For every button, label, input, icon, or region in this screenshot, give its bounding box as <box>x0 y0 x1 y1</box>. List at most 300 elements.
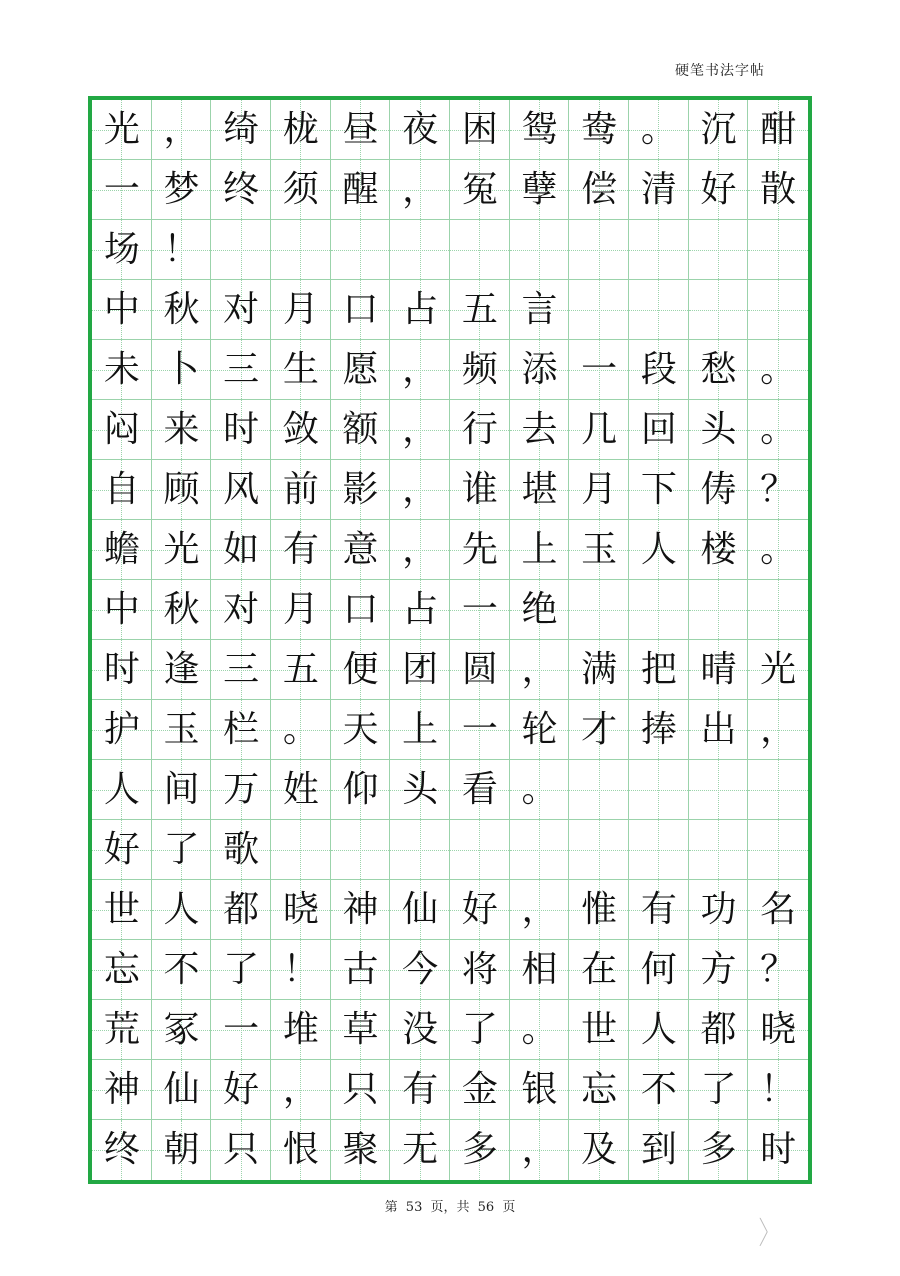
grid-character <box>629 820 689 880</box>
grid-cell <box>271 460 331 520</box>
grid-character: 人 <box>163 889 200 930</box>
grid-cell <box>510 640 570 700</box>
grid-character: 人 <box>103 769 140 810</box>
grid-character: 没 <box>402 1009 439 1050</box>
grid-character: 终 <box>223 169 260 210</box>
grid-cell <box>510 1060 570 1120</box>
grid-cell <box>271 220 331 280</box>
grid-character: 光 <box>760 649 797 690</box>
grid-character: 中 <box>103 289 140 330</box>
grid-cell <box>748 760 808 820</box>
grid-cell <box>569 760 629 820</box>
grid-character <box>569 760 629 820</box>
grid-cell <box>92 400 152 460</box>
grid-cell <box>450 760 510 820</box>
grid-cell <box>748 880 808 940</box>
grid-character: 仙 <box>163 1069 200 1110</box>
grid-cell <box>92 940 152 1000</box>
grid-cell <box>211 1000 271 1060</box>
grid-cell <box>569 400 629 460</box>
grid-character: 出 <box>700 709 737 750</box>
grid-cell <box>331 220 391 280</box>
grid-cell <box>331 640 391 700</box>
grid-character <box>748 820 808 880</box>
grid-character: 。 <box>640 109 677 150</box>
grid-character: 场 <box>103 229 140 270</box>
grid-cell <box>629 340 689 400</box>
grid-character <box>748 580 808 640</box>
footer-mid: 页，共 <box>430 1200 470 1215</box>
grid-cell <box>689 340 749 400</box>
grid-cell <box>450 940 510 1000</box>
grid-character: 仙 <box>402 889 439 930</box>
grid-cell <box>152 100 212 160</box>
grid-cell <box>211 520 271 580</box>
grid-cell <box>569 580 629 640</box>
grid-character <box>390 220 450 280</box>
grid-character: 惟 <box>581 889 618 930</box>
grid-cell <box>450 1000 510 1060</box>
grid-character: 一 <box>103 169 140 210</box>
grid-cell <box>569 820 629 880</box>
grid-cell <box>152 160 212 220</box>
grid-character: 须 <box>282 169 319 210</box>
grid-character: 未 <box>103 349 140 390</box>
grid-character <box>689 580 749 640</box>
grid-character: ， <box>521 649 558 690</box>
grid-character: 到 <box>640 1129 677 1170</box>
grid-row <box>92 160 808 220</box>
grid-row <box>92 1120 808 1180</box>
grid-character <box>748 220 808 280</box>
grid-character: 忘 <box>103 949 140 990</box>
grid-cell <box>271 520 331 580</box>
grid-character <box>629 280 689 340</box>
grid-character: 荒 <box>103 1009 140 1050</box>
grid-character: 卜 <box>163 349 200 390</box>
grid-cell <box>510 820 570 880</box>
grid-cell <box>510 220 570 280</box>
grid-cell <box>390 880 450 940</box>
grid-character: 忘 <box>581 1069 618 1110</box>
grid-cell <box>510 940 570 1000</box>
corner-mark-icon: ╲ ╱ <box>760 1218 768 1246</box>
grid-character: 一 <box>461 589 498 630</box>
grid-character: 段 <box>640 349 677 390</box>
grid-cell <box>390 400 450 460</box>
grid-cell <box>331 700 391 760</box>
grid-character <box>569 220 629 280</box>
grid-character: 去 <box>521 409 558 450</box>
grid-cell <box>152 700 212 760</box>
grid-character: 清 <box>640 169 677 210</box>
grid-character: 满 <box>581 649 618 690</box>
grid-character: 圆 <box>461 649 498 690</box>
grid-character: 生 <box>282 349 319 390</box>
grid-cell <box>331 520 391 580</box>
grid-cell <box>331 400 391 460</box>
grid-cell <box>450 580 510 640</box>
grid-character: ？ <box>760 949 797 990</box>
grid-row <box>92 640 808 700</box>
grid-character: 如 <box>223 529 260 570</box>
grid-cell <box>271 400 331 460</box>
grid-cell <box>211 1060 271 1120</box>
grid-cell <box>92 820 152 880</box>
grid-character: 上 <box>521 529 558 570</box>
grid-row <box>92 880 808 940</box>
grid-cell <box>450 220 510 280</box>
grid-cell <box>271 940 331 1000</box>
grid-row <box>92 820 808 880</box>
grid-cell <box>510 460 570 520</box>
grid-character <box>629 580 689 640</box>
grid-character: 好 <box>700 169 737 210</box>
grid-cell <box>748 820 808 880</box>
grid-cell <box>331 580 391 640</box>
grid-character: 护 <box>103 709 140 750</box>
grid-character: 仰 <box>342 769 379 810</box>
grid-cell <box>390 100 450 160</box>
grid-character: 时 <box>103 649 140 690</box>
grid-character: 影 <box>342 469 379 510</box>
grid-character: 绮 <box>223 109 260 150</box>
grid-character: 楼 <box>700 529 737 570</box>
grid-cell <box>92 520 152 580</box>
grid-cell <box>211 340 271 400</box>
grid-cell <box>450 460 510 520</box>
grid-row <box>92 100 808 160</box>
grid-cell <box>211 700 271 760</box>
grid-cell <box>271 1000 331 1060</box>
grid-character: 时 <box>760 1129 797 1170</box>
grid-cell <box>211 160 271 220</box>
grid-cell <box>211 280 271 340</box>
grid-row <box>92 1060 808 1120</box>
grid-cell <box>689 820 749 880</box>
grid-cell <box>689 280 749 340</box>
grid-cell <box>450 400 510 460</box>
grid-character: 风 <box>223 469 260 510</box>
grid-cell <box>92 160 152 220</box>
grid-character: ， <box>402 169 439 210</box>
grid-cell <box>152 280 212 340</box>
grid-cell <box>510 100 570 160</box>
grid-character: 间 <box>163 769 200 810</box>
grid-character <box>450 220 510 280</box>
grid-character: 额 <box>342 409 379 450</box>
grid-cell <box>271 580 331 640</box>
grid-cell <box>569 280 629 340</box>
grid-character: 。 <box>760 409 797 450</box>
grid-cell <box>569 160 629 220</box>
grid-cell <box>152 880 212 940</box>
grid-character: 玉 <box>163 709 200 750</box>
grid-cell <box>331 940 391 1000</box>
grid-cell <box>390 700 450 760</box>
grid-cell <box>629 1060 689 1120</box>
grid-cell <box>152 1060 212 1120</box>
grid-character: 顾 <box>163 469 200 510</box>
grid-cell <box>629 880 689 940</box>
grid-cell <box>689 100 749 160</box>
grid-character: 先 <box>461 529 498 570</box>
grid-cell <box>629 400 689 460</box>
grid-character: 了 <box>461 1009 498 1050</box>
grid-character: 言 <box>521 289 558 330</box>
grid-character: 轮 <box>521 709 558 750</box>
grid-character <box>211 220 271 280</box>
grid-character: 栏 <box>223 709 260 750</box>
grid-cell <box>152 580 212 640</box>
grid-cell <box>211 760 271 820</box>
grid-character: 不 <box>640 1069 677 1110</box>
grid-character: 酣 <box>760 109 797 150</box>
grid-character: 愿 <box>342 349 379 390</box>
grid-character: 了 <box>223 949 260 990</box>
grid-character: 天 <box>342 709 379 750</box>
grid-cell <box>569 220 629 280</box>
grid-character <box>450 820 510 880</box>
grid-character: 古 <box>342 949 379 990</box>
grid-cell <box>569 1120 629 1180</box>
grid-character: ， <box>163 109 200 150</box>
grid-character: 只 <box>342 1069 379 1110</box>
grid-character: 月 <box>581 469 618 510</box>
grid-cell <box>390 760 450 820</box>
grid-cell <box>271 640 331 700</box>
grid-cell <box>92 1120 152 1180</box>
grid-cell <box>450 280 510 340</box>
grid-cell <box>211 220 271 280</box>
grid-cell <box>510 580 570 640</box>
grid-character: 醒 <box>342 169 379 210</box>
grid-cell <box>211 820 271 880</box>
grid-character: 月 <box>282 289 319 330</box>
grid-cell <box>569 940 629 1000</box>
grid-cell <box>689 160 749 220</box>
grid-character: 多 <box>700 1129 737 1170</box>
grid-cell <box>92 340 152 400</box>
grid-character: 相 <box>521 949 558 990</box>
grid-cell <box>629 580 689 640</box>
grid-cell <box>331 760 391 820</box>
grid-character: 人 <box>640 529 677 570</box>
grid-cell <box>92 280 152 340</box>
grid-character: 几 <box>581 409 618 450</box>
grid-character: 在 <box>581 949 618 990</box>
grid-character <box>689 820 749 880</box>
grid-character: 世 <box>103 889 140 930</box>
grid-character: 人 <box>640 1009 677 1050</box>
grid-cell <box>450 100 510 160</box>
grid-cell <box>92 700 152 760</box>
grid-cell <box>510 160 570 220</box>
grid-character: 银 <box>521 1069 558 1110</box>
grid-character: 行 <box>461 409 498 450</box>
grid-cell <box>689 880 749 940</box>
grid-character: 秋 <box>163 589 200 630</box>
grid-character: 蟾 <box>103 529 140 570</box>
grid-cell <box>331 1000 391 1060</box>
grid-character <box>629 220 689 280</box>
grid-character: 终 <box>103 1129 140 1170</box>
grid-character: 五 <box>461 289 498 330</box>
grid-cell <box>748 160 808 220</box>
grid-character: 功 <box>700 889 737 930</box>
grid-cell <box>271 820 331 880</box>
grid-character: 愁 <box>700 349 737 390</box>
grid-character: 五 <box>282 649 319 690</box>
grid-character: 名 <box>760 889 797 930</box>
grid-character: 谁 <box>461 469 498 510</box>
grid-cell <box>271 700 331 760</box>
grid-cell <box>390 460 450 520</box>
grid-cell <box>271 280 331 340</box>
grid-cell <box>152 400 212 460</box>
grid-character: 一 <box>223 1009 260 1050</box>
grid-character: 前 <box>282 469 319 510</box>
grid-character: 光 <box>163 529 200 570</box>
grid-character: 及 <box>581 1129 618 1170</box>
grid-cell <box>689 220 749 280</box>
grid-character: 才 <box>581 709 618 750</box>
grid-character: 对 <box>223 589 260 630</box>
grid-character: 有 <box>282 529 319 570</box>
grid-cell <box>450 820 510 880</box>
grid-cell <box>390 820 450 880</box>
grid-character: 回 <box>640 409 677 450</box>
grid-cell <box>689 760 749 820</box>
grid-cell <box>92 1060 152 1120</box>
grid-cell <box>271 880 331 940</box>
grid-character: 歌 <box>223 829 260 870</box>
grid-character <box>271 820 331 880</box>
grid-cell <box>152 820 212 880</box>
grid-row <box>92 940 808 1000</box>
grid-character: 了 <box>700 1069 737 1110</box>
grid-character: 光 <box>103 109 140 150</box>
grid-cell <box>211 460 271 520</box>
grid-cell <box>569 700 629 760</box>
grid-character: 占 <box>402 289 439 330</box>
grid-character: 。 <box>521 769 558 810</box>
grid-cell <box>748 100 808 160</box>
grid-cell <box>331 280 391 340</box>
grid-character: 下 <box>640 469 677 510</box>
grid-character: 鸳 <box>521 109 558 150</box>
grid-row <box>92 340 808 400</box>
grid-cell <box>748 520 808 580</box>
grid-cell <box>211 400 271 460</box>
grid-cell <box>152 340 212 400</box>
grid-character: ！ <box>282 949 319 990</box>
grid-cell <box>92 580 152 640</box>
grid-row <box>92 1000 808 1060</box>
grid-character: 堆 <box>282 1009 319 1050</box>
grid-character: 何 <box>640 949 677 990</box>
grid-cell <box>689 640 749 700</box>
grid-character: 将 <box>461 949 498 990</box>
grid-character: 孽 <box>521 169 558 210</box>
page-header-title: 硬笔书法字帖 <box>675 63 765 79</box>
grid-character: ， <box>282 1069 319 1110</box>
grid-cell <box>629 940 689 1000</box>
grid-cell <box>748 1060 808 1120</box>
grid-character <box>569 580 629 640</box>
grid-character: 占 <box>402 589 439 630</box>
grid-cell <box>271 1060 331 1120</box>
footer-total-pages: 56 <box>477 1200 495 1215</box>
grid-character: 头 <box>700 409 737 450</box>
grid-character: 金 <box>461 1069 498 1110</box>
grid-cell <box>748 280 808 340</box>
grid-character: 口 <box>342 289 379 330</box>
grid-character: 聚 <box>342 1129 379 1170</box>
grid-cell <box>569 340 629 400</box>
grid-cell <box>211 1120 271 1180</box>
grid-character: 冤 <box>461 169 498 210</box>
grid-cell <box>450 700 510 760</box>
grid-cell <box>629 520 689 580</box>
grid-cell <box>689 1000 749 1060</box>
grid-cell <box>629 280 689 340</box>
grid-cell <box>510 760 570 820</box>
grid-cell <box>569 460 629 520</box>
grid-character: 月 <box>282 589 319 630</box>
grid-character: 便 <box>342 649 379 690</box>
grid-cell <box>152 1120 212 1180</box>
grid-character: ！ <box>163 229 200 270</box>
grid-cell <box>689 580 749 640</box>
grid-character: 看 <box>461 769 498 810</box>
grid-cell <box>748 640 808 700</box>
grid-cell <box>331 340 391 400</box>
grid-row <box>92 400 808 460</box>
grid-character <box>689 760 749 820</box>
grid-row <box>92 520 808 580</box>
grid-cell <box>152 940 212 1000</box>
grid-cell <box>450 880 510 940</box>
grid-cell <box>748 460 808 520</box>
grid-cell <box>748 1000 808 1060</box>
grid-row <box>92 280 808 340</box>
grid-cell <box>92 1000 152 1060</box>
grid-cell <box>92 880 152 940</box>
footer-page-number: 53 <box>405 1200 423 1215</box>
grid-character: 好 <box>461 889 498 930</box>
grid-character: 。 <box>760 349 797 390</box>
grid-character: 恨 <box>282 1129 319 1170</box>
grid-character: 玉 <box>581 529 618 570</box>
grid-cell <box>569 640 629 700</box>
grid-character: 栊 <box>282 109 319 150</box>
grid-character <box>331 820 391 880</box>
grid-character: 上 <box>402 709 439 750</box>
grid-cell <box>390 520 450 580</box>
calligraphy-grid <box>88 96 812 1184</box>
grid-cell <box>450 640 510 700</box>
grid-character: 昼 <box>342 109 379 150</box>
grid-character: 困 <box>461 109 498 150</box>
grid-cell <box>211 880 271 940</box>
grid-character: 姓 <box>282 769 319 810</box>
grid-cell <box>748 1120 808 1180</box>
grid-cell <box>629 640 689 700</box>
grid-character: 有 <box>402 1069 439 1110</box>
grid-character: 来 <box>163 409 200 450</box>
grid-character: 神 <box>342 889 379 930</box>
